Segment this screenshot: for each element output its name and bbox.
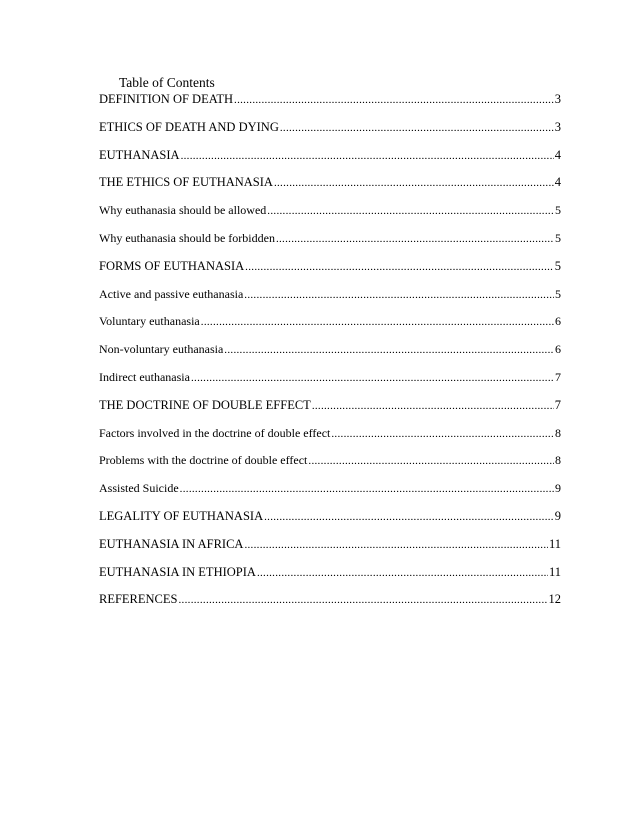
- toc-entry-ethics-of-death-and-dying[interactable]: [99, 119, 561, 147]
- toc-dot-leader: [276, 230, 554, 247]
- toc-dot-leader: [244, 286, 554, 303]
- toc-entry-page: 3: [554, 92, 561, 106]
- toc-dot-leader: [308, 452, 554, 469]
- toc-list: [99, 91, 561, 619]
- toc-entry-page: 11: [548, 564, 561, 579]
- toc-dot-leader: [179, 591, 548, 608]
- toc-entry-title: THE ETHICS OF EUTHANASIA: [99, 175, 273, 190]
- toc-entry-title: THE DOCTRINE OF DOUBLE EFFECT: [99, 397, 311, 412]
- toc-entry-page: 4: [554, 147, 561, 162]
- toc-entry-indirect-euthanasia[interactable]: [99, 369, 561, 397]
- toc-entry-the-doctrine-of-double-effect[interactable]: [99, 397, 561, 425]
- toc-dot-leader: [245, 258, 554, 275]
- toc-entry-page: 5: [554, 258, 561, 273]
- toc-entry-title: REFERENCES: [99, 592, 178, 607]
- toc-entry-legality-of-euthanasia[interactable]: [99, 508, 561, 536]
- toc-dot-leader: [181, 147, 554, 164]
- toc-entry-non-voluntary-euthanasia[interactable]: [99, 341, 561, 369]
- toc-entry-title: Why euthanasia should be allowed: [99, 203, 267, 218]
- toc-entry-title: EUTHANASIA: [99, 147, 180, 162]
- toc-dot-leader: [201, 313, 554, 330]
- toc-entry-why-euthanasia-should-be-forbidden[interactable]: [99, 230, 561, 258]
- toc-entry-title: Indirect euthanasia: [99, 369, 190, 384]
- toc-entry-euthanasia-in-africa[interactable]: [99, 536, 561, 564]
- toc-entry-the-ethics-of-euthanasia[interactable]: [99, 174, 561, 202]
- toc-entry-title: Active and passive euthanasia: [99, 286, 244, 301]
- toc-entry-assisted-suicide[interactable]: [99, 480, 561, 508]
- toc-entry-title: FORMS OF EUTHANASIA: [99, 258, 245, 273]
- toc-entry-page: 6: [555, 342, 561, 357]
- toc-entry-voluntary-euthanasia[interactable]: [99, 313, 561, 341]
- toc-entry-page: 4: [554, 175, 561, 190]
- toc-entry-page: 8: [555, 425, 561, 440]
- toc-entry-euthanasia[interactable]: [99, 147, 561, 175]
- toc-dot-leader: [234, 91, 554, 108]
- toc-entry-problems-with-the-doctrine[interactable]: [99, 452, 561, 480]
- toc-entry-page: 9: [555, 481, 561, 496]
- toc-entry-factors-involved-in-the-doctrine[interactable]: [99, 425, 561, 453]
- toc-entry-title: Problems with the doctrine of double effect: [99, 453, 308, 468]
- toc-dot-leader: [224, 341, 554, 358]
- toc-entry-page: 7: [554, 397, 561, 412]
- toc-entry-title: Voluntary euthanasia: [99, 314, 200, 329]
- toc-entry-title: ETHICS OF DEATH AND DYING: [99, 119, 279, 134]
- toc-entry-references[interactable]: [99, 591, 561, 619]
- toc-entry-page: 11: [548, 536, 561, 551]
- toc-entry-page: 5: [555, 230, 561, 245]
- toc-entry-page: 7: [555, 369, 561, 384]
- toc-heading: Table of Contents: [119, 75, 215, 90]
- toc-dot-leader: [180, 480, 554, 497]
- toc-entry-title: Why euthanasia should be forbidden: [99, 230, 275, 245]
- toc-entry-page: 5: [555, 203, 561, 218]
- toc-entry-title: Non-voluntary euthanasia: [99, 342, 224, 357]
- toc-entry-page: 3: [554, 119, 561, 134]
- toc-dot-leader: [280, 119, 554, 136]
- toc-entry-page: 6: [555, 314, 561, 329]
- toc-entry-title: EUTHANASIA IN AFRICA: [99, 536, 244, 551]
- toc-entry-active-and-passive-euthanasia[interactable]: [99, 286, 561, 314]
- toc-dot-leader: [312, 397, 554, 414]
- toc-entry-page: 9: [554, 508, 561, 523]
- toc-entry-title: EUTHANASIA IN ETHIOPIA: [99, 564, 256, 579]
- toc-entry-why-euthanasia-should-be-allowed[interactable]: [99, 202, 561, 230]
- toc-entry-page: 12: [548, 592, 561, 607]
- toc-entry-forms-of-euthanasia[interactable]: [99, 258, 561, 286]
- toc-entry-definition-of-death[interactable]: [99, 91, 561, 119]
- toc-entry-title: Factors involved in the doctrine of double effect: [99, 425, 331, 440]
- toc-entry-euthanasia-in-ethiopia[interactable]: [99, 564, 561, 592]
- toc-dot-leader: [244, 536, 548, 553]
- toc-entry-title: LEGALITY OF EUTHANASIA: [99, 508, 264, 523]
- toc-dot-leader: [331, 425, 554, 442]
- toc-dot-leader: [267, 202, 554, 219]
- toc-dot-leader: [257, 564, 548, 581]
- toc-dot-leader: [274, 174, 554, 191]
- toc-dot-leader: [264, 508, 554, 525]
- toc-entry-title: Assisted Suicide: [99, 481, 179, 496]
- toc-dot-leader: [191, 369, 554, 386]
- toc-entry-title: DEFINITION OF DEATH: [99, 92, 234, 106]
- toc-entry-page: 5: [555, 286, 561, 301]
- toc-entry-page: 8: [555, 453, 561, 468]
